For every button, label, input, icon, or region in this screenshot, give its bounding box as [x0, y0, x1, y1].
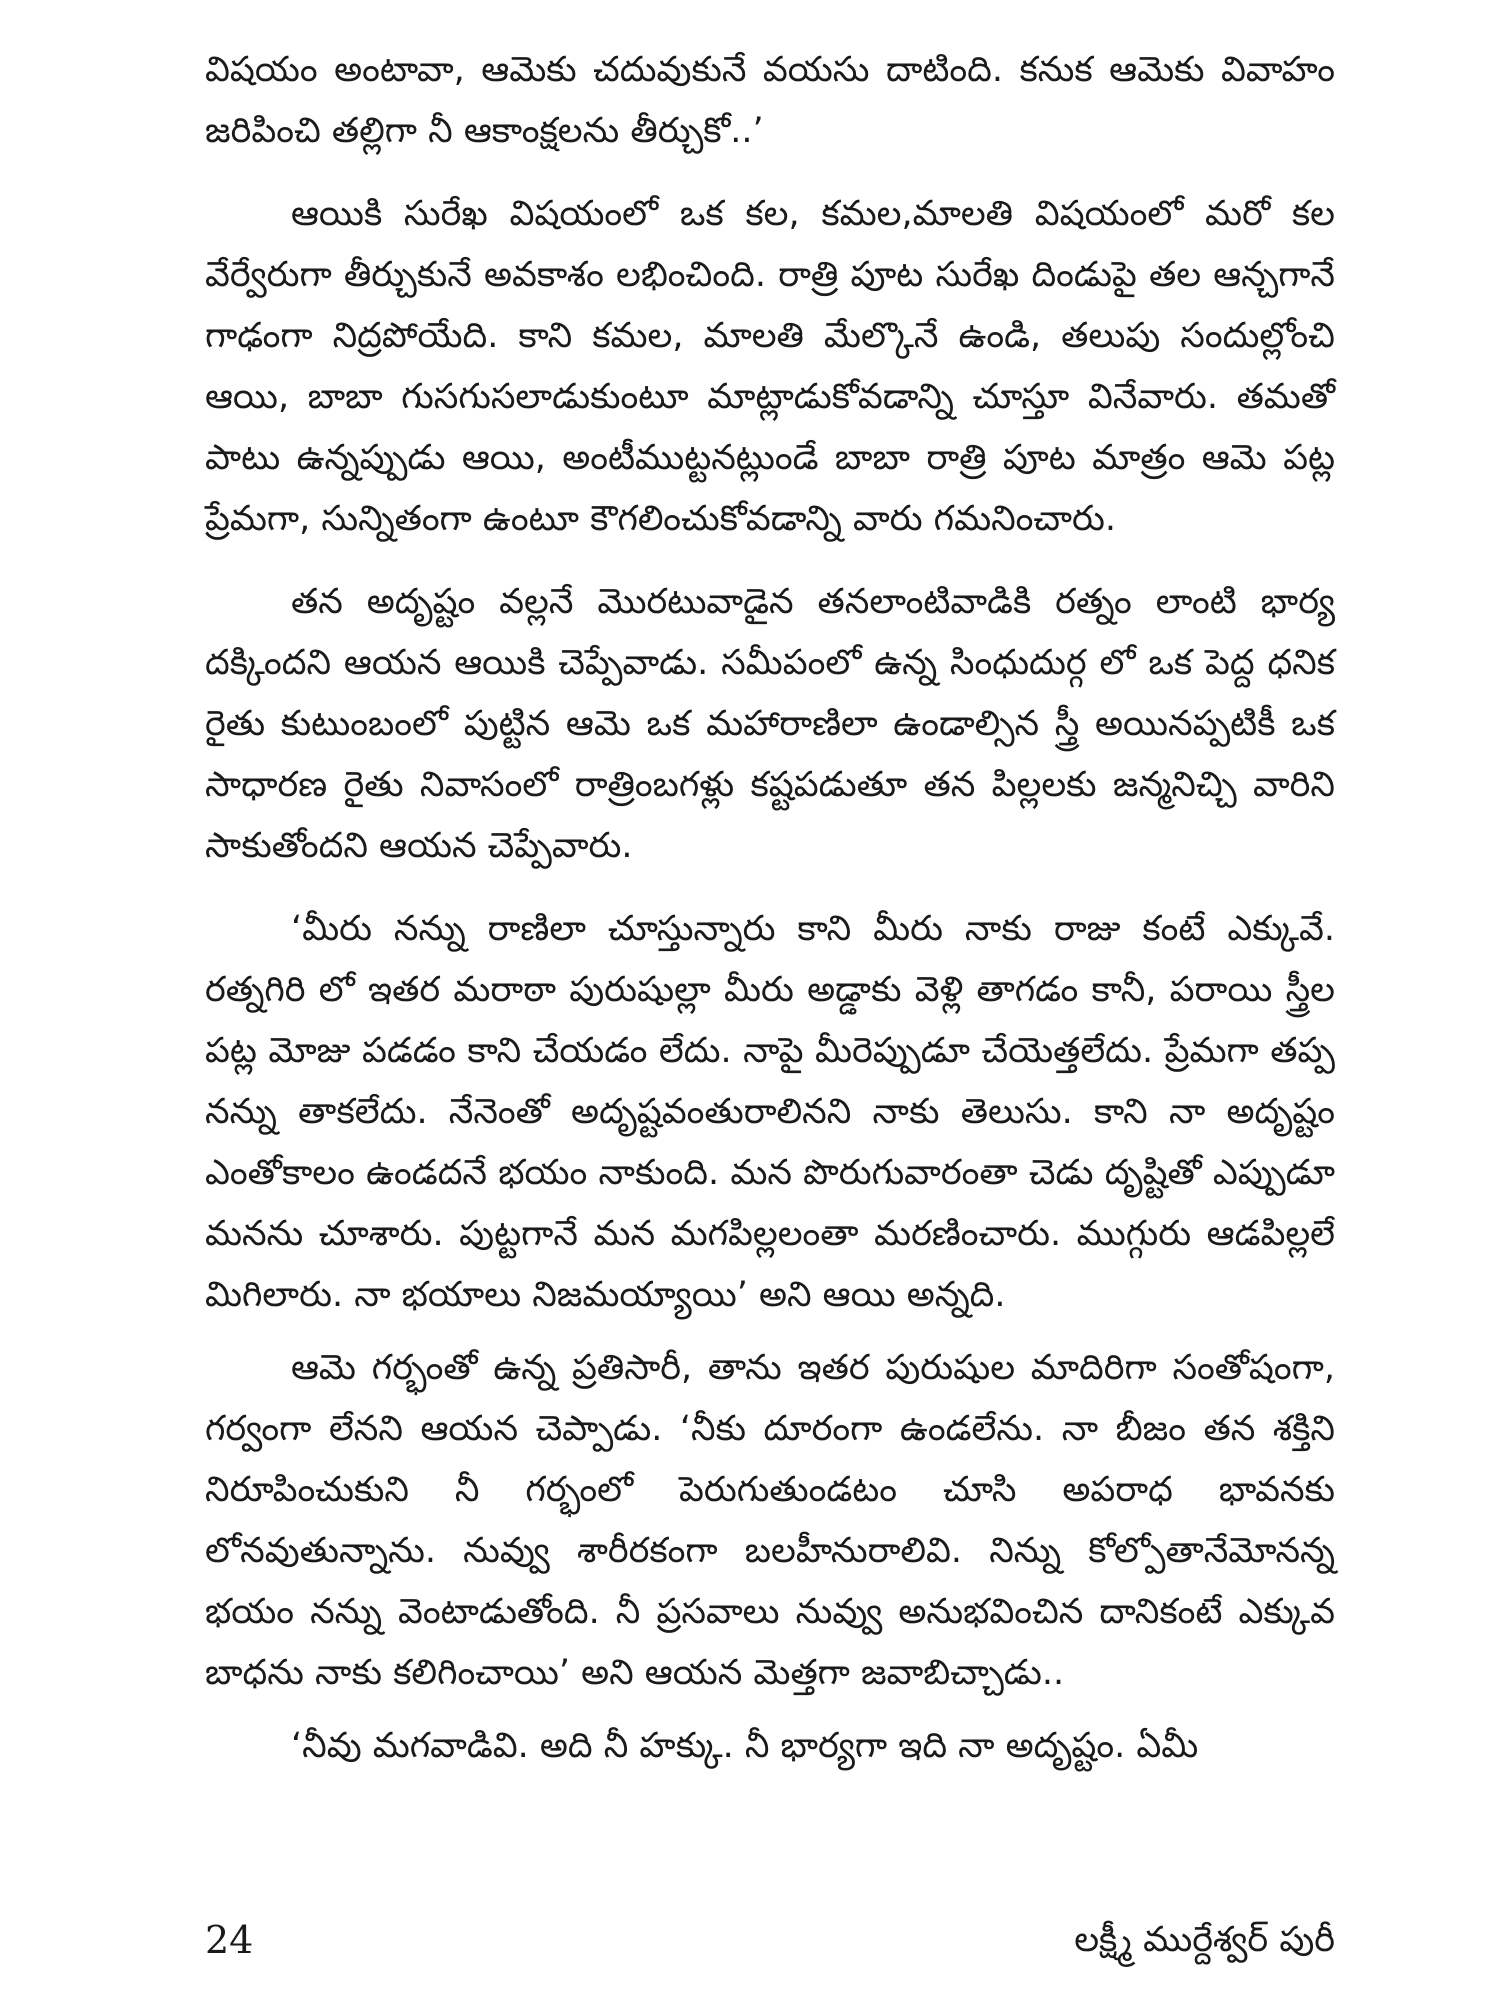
- paragraph-2: ఆయికి సురేఖ విషయంలో ఒక కల, కమల,మాలతి విషయంలో మరో కల వేర్వేరుగా తీర్చుకునే అవకాశం లభించింది. రాత్రి పూట సురేఖ దిండుపై తల ఆన్చగానే గాఢంగా నిద్రపోయేది. కాని కమల, మాలతి మేల్కొనే ఉండి, తలుపు సందుల్లోంచి ఆయి, బాబా గుసగుసలాడుకుంటూ మాట్లాడుకోవడాన్ని చూస్తూ వినేవారు. తమతో పాటు ఉన్నప్పుడు ఆయి, అంటీముట్టనట్లుండే బాబా రాత్రి పూట మాత్రం ఆమె పట్ల ప్రేమగా, సున్నితంగా ఉంటూ కౌగలించుకోవడాన్ని వారు గమనించారు.: [205, 194, 1335, 539]
- paragraph-4: ‘మీరు నన్ను రాణిలా చూస్తున్నారు కాని మీరు నాకు రాజు కంటే ఎక్కువే. రత్నగిరి లో ఇతర మరాఠా పురుషుల్లా మీరు అడ్డాకు వెళ్లి తాగడం కానీ, పరాయి స్త్రీల పట్ల మోజు పడడం కాని చేయడం లేదు. నాపై మీరెప్పుడూ చేయెత్తలేదు. ప్రేమగా తప్ప నన్ను తాకలేదు. నేనెంతో అదృష్టవంతురాలినని నాకు తెలుసు. కాని నా అదృష్టం ఎంతోకాలం ఉండదనే భయం నాకుంది. మన పొరుగువారంతా చెడు దృష్టితో ఎప్పుడూ మనను చూశారు. పుట్టగానే మన మగపిల్లలంతా మరణించారు. ముగ్గురు ఆడపిల్లలే మిగిలారు. నా భయాలు నిజమయ్యాయి’ అని ఆయి అన్నది.: [205, 909, 1335, 1315]
- paragraph-3: తన అదృష్టం వల్లనే మొరటువాడైన తనలాంటివాడికి రత్నం లాంటి భార్య దక్కిందని ఆయన ఆయికి చెప్పేవాడు. సమీపంలో ఉన్న సింధుదుర్గ లో ఒక పెద్ద ధనిక రైతు కుటుంబంలో పుట్టిన ఆమె ఒక మహారాణిలా ఉండాల్సిన స్త్రీ అయినప్పటికీ ఒక సాధారణ రైతు నివాసంలో రాత్రింబగళ్లు కష్టపడుతూ తన పిల్లలకు జన్మనిచ్చి వారిని సాకుతోందని ఆయన చెప్పేవారు.: [205, 582, 1335, 866]
- body-text: [205, 40, 1335, 1799]
- paragraph-1: విషయం అంటావా, ఆమెకు చదువుకునే వయసు దాటింది. కనుక ఆమెకు వివాహం జరిపించి తల్లిగా నీ ఆకాంక్షలను తీర్చుకో..’: [205, 50, 1335, 151]
- paragraph-5: ఆమె గర్భంతో ఉన్న ప్రతిసారీ, తాను ఇతర పురుషుల మాదిరిగా సంతోషంగా, గర్వంగా లేనని ఆయన చెప్పాడు. ‘నీకు దూరంగా ఉండలేను. నా బీజం తన శక్తిని నిరూపించుకుని నీ గర్భంలో పెరుగుతుండటం చూసి అపరాధ భావనకు లోనవుతున్నాను. నువ్వు శారీరకంగా బలహీనురాలివి. నిన్ను కోల్పోతానేమోనన్న భయం నన్ను వెంటాడుతోంది. నీ ప్రసవాలు నువ్వు అనుభవించిన దానికంటే ఎక్కువ బాధను నాకు కలిగించాయి’ అని ఆయన మెత్తగా జవాబిచ్చాడు..: [205, 1348, 1335, 1693]
- page-footer: [205, 1915, 1335, 1975]
- author-name: లక్ష్మీ ముర్దేశ్వర్ పురీ: [1074, 1920, 1335, 1960]
- paragraph-6: ‘నీవు మగవాడివి. అది నీ హక్కు. నీ భార్యగా ఇది నా అదృష్టం. ఏమీ: [291, 1726, 1199, 1766]
- page-number: 24: [205, 1918, 254, 1962]
